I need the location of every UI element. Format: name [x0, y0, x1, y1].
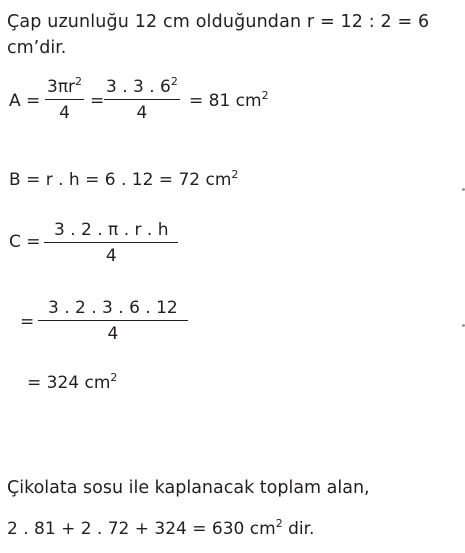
- eq-c-fraction-2: [38, 300, 188, 343]
- eq-c-result: = 324 $cm^2$: [27, 371, 118, 393]
- eq-a-lhs: A =: [9, 91, 41, 111]
- intro-line-2: cm’dir.: [7, 38, 67, 58]
- eq-a-fraction-2-numerator: 3 . 3 . $6^2$: [106, 75, 178, 97]
- eq-a-result: = 81 $cm^2$: [189, 89, 269, 111]
- eq-a-fraction-2-denominator: 4: [136, 103, 148, 124]
- eq-c-fraction-2-numerator: 3 . 2 . 3 . 6 . 12: [48, 298, 178, 318]
- eq-a-fraction-1-denominator: 4: [59, 103, 70, 124]
- eq-a-fraction-1: [45, 75, 84, 124]
- summary-label: Çikolata sosu ile kaplanacak toplam alan,: [7, 478, 370, 498]
- summary-equation: 2 . 81 + 2 . 72 + 324 = 630 $cm^2$ dir.: [7, 517, 315, 539]
- eq-c-equals-2: =: [20, 312, 35, 332]
- eq-c-fraction-1-denominator: 4: [105, 246, 117, 267]
- eq-b: B = r . h = 6 . 12 = 72 $cm^2$: [9, 168, 239, 190]
- eq-a-fraction-1-numerator: $3\pi r^2$: [47, 75, 83, 97]
- intro-line-1: Çap uzunluğu 12 cm olduğundan r = 12 : 2 = 6: [7, 12, 430, 32]
- eq-c-fraction-2-denominator: 4: [107, 324, 119, 345]
- eq-a-equals: =: [90, 91, 105, 111]
- eq-a-fraction-2: [104, 75, 180, 124]
- eq-c-fraction-1: [44, 222, 178, 265]
- eq-c-fraction-1-numerator: 3 . 2 . π . r . h: [54, 220, 169, 240]
- eq-c-lhs: C =: [9, 232, 41, 252]
